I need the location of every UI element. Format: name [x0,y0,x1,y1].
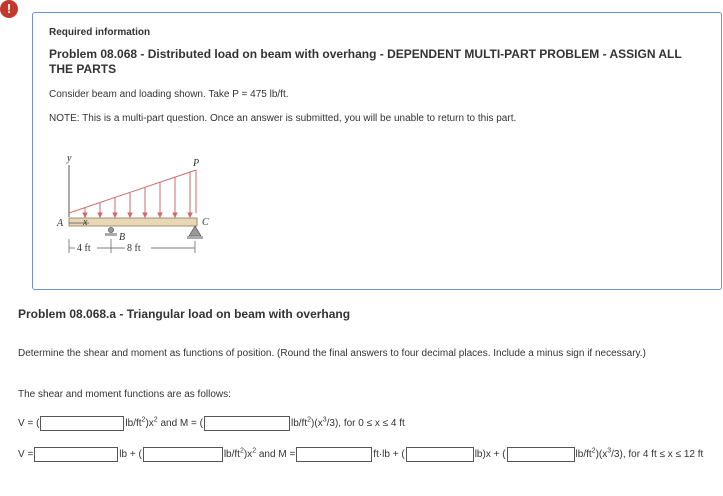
beam-figure [53,153,243,278]
x-axis-label: x [83,217,88,228]
row2-and-m-label: and M = [256,449,296,460]
row2-moment-cubic-input[interactable] [507,447,575,462]
row1-shear-coefficient-input[interactable] [40,416,124,431]
beam-diagram [53,153,243,273]
required-information-panel [32,12,722,290]
alert-icon: ! [0,0,18,18]
equation-row-2 [18,447,703,462]
problem-title: Problem 08.068 - Distributed load on beam with overhang - DEPENDENT MULTI-PART PROBLEM - ASSIGN ALL THE PARTS [49,47,682,76]
load-arrows [83,172,192,217]
row2-shear-constant-input[interactable] [34,447,118,462]
part-instructions: Determine the shear and moment as functions of position. (Round the final answers to four decimal places. Include a minus sign if necessary.) [18,348,646,359]
row1-and-m-label: and M = ( [157,418,203,429]
functions-intro: The shear and moment functions are as follows: [18,389,231,400]
row2-moment-linear-input[interactable] [406,447,474,462]
multi-part-note: NOTE: This is a multi-part question. Once an answer is submitted, you will be unable to return to this part. [49,113,517,124]
y-axis-label: y [67,153,72,164]
part-title: Problem 08.068.a - Triangular load on beam with overhang [18,307,351,321]
row2-moment-constant-input[interactable] [296,447,372,462]
row2-unit1: $lb/ft^2)x^2$ [223,447,257,460]
point-a-label: A [57,218,64,229]
row2-lb-plus: lb + ( [119,449,142,460]
row2-ftlb-plus: ft·lb + ( [373,449,405,460]
row1-unit2: $lb/ft^2)(x^3/3)$, for 0 ≤ x ≤ 4 ft [291,416,405,429]
row1-moment-coefficient-input[interactable] [204,416,290,431]
point-b-label: B [119,232,126,243]
point-c-label: C [202,217,209,228]
row1-unit1: $lb/ft^2)x^2$ [125,416,158,429]
row2-lb-x-plus: lb)x + ( [474,449,506,460]
problem-statement: Consider beam and loading shown. Take P = 475 lb/ft. [49,89,289,100]
row2-shear-coefficient-input[interactable] [143,447,223,462]
dimension-4ft: 4 ft [77,243,91,254]
row2-unit3: $lb/ft^2)(x^3/3)$, for 4 ft ≤ x ≤ 12 ft [575,447,704,460]
equation-row-1 [18,416,405,431]
dimension-8ft: 8 ft [127,243,141,254]
load-p-label: P [193,158,200,169]
row2-v-label: V = [18,449,34,460]
required-information-heading: Required information [49,27,151,38]
row1-v-label: V = ( [18,418,40,429]
